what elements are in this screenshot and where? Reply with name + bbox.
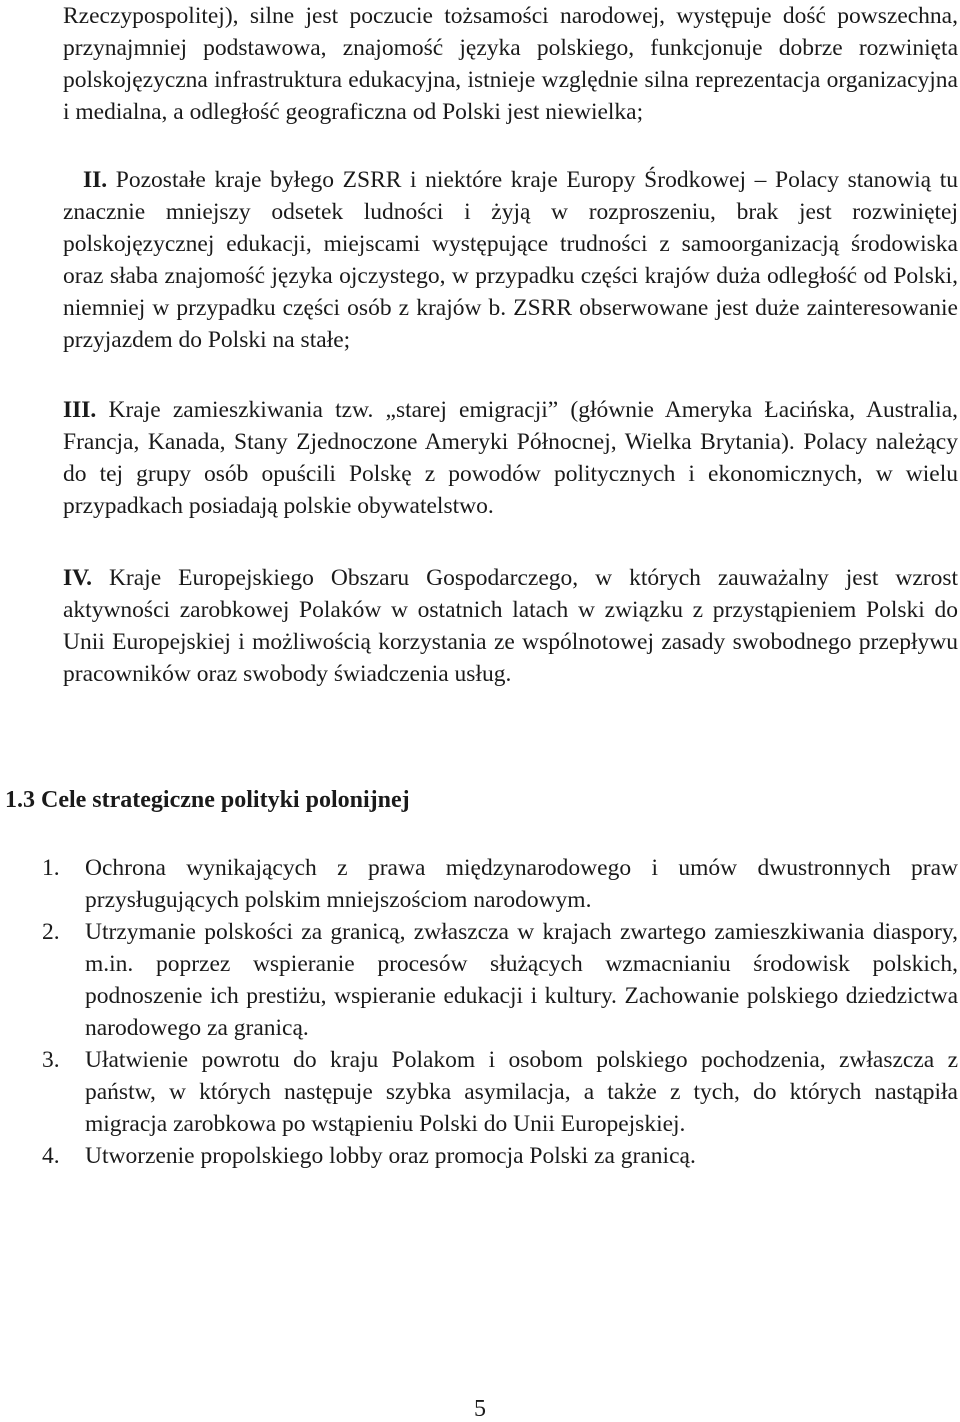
group-iii-paragraph [63, 394, 958, 522]
group-iv-paragraph [63, 562, 958, 690]
list-item [0, 916, 958, 1044]
list-item-text: Ochrona wynikających z prawa międzynarodowego i umów dwustronnych praw przysługujących polskim mniejszościom narodowym. [85, 855, 958, 913]
list-item-text: Utworzenie propolskiego lobby oraz promocja Polski za granicą. [85, 1143, 696, 1169]
group-ii-paragraph [63, 164, 958, 356]
group-iv-text: Kraje Europejskiego Obszaru Gospodarczego, w których zauważalny jest wzrost aktywności zarobkowej Polaków w ostatnich latach w związku z przystąpieniem Polski do Unii Europejskiej i możliwością korzystania ze wspólnotowej zasady swobodnego przepływu pracowników oraz swobody świadczenia usług. [63, 565, 959, 687]
list-item [0, 1044, 958, 1140]
intro-paragraph [63, 0, 958, 128]
section-heading: 1.3 Cele strategiczne polityki polonijnej [5, 787, 410, 813]
group-iv-number: IV. [63, 565, 92, 591]
group-iii-number: III. [63, 397, 97, 423]
list-item-text: Utrzymanie polskości za granicą, zwłaszcza w krajach zwartego zamieszkiwania diaspory, m.in. poprzez wspieranie procesów służących wzmacnianiu środowisk polskich, podnoszenie ich prestiżu, wspieranie edukacji i kultury. Zachowanie polskiego dziedzictwa narodowego za granicą. [85, 919, 958, 1041]
list-item-text: Ułatwienie powrotu do kraju Polakom i osobom polskiego pochodzenia, zwłaszcza z państw, w których następuje szybka asymilacja, a także z tych, do których nastąpiła migracja zarobkowa po wstąpieniu Polski do Unii Europejskiej. [85, 1047, 958, 1137]
group-ii-text: Pozostałe kraje byłego ZSRR i niektóre kraje Europy Środkowej – Polacy stanowią tu znacznie mniejszy odsetek ludności i żyją w rozproszeniu, brak jest rozwiniętej polskojęzycznej edukacji, miejscami występujące trudności z samoorganizacją środowiska oraz słaba znajomość języka ojczystego, w przypadku części krajów duża odległość od Polski, niemniej w przypadku części osób z krajów b. ZSRR obserwowane jest duże zainteresowanie przyjazdem do Polski na stałe; [63, 167, 959, 353]
page-number: 5 [474, 1396, 486, 1422]
list-item-index: 1. [42, 855, 60, 881]
list-item-index: 3. [42, 1047, 60, 1073]
intro-text: Rzeczypospolitej), silne jest poczucie tożsamości narodowej, występuje dość powszechna, przynajmniej podstawowa, znajomość języka polskiego, funkcjonuje dobrze rozwinięta polskojęzyczna infrastruktura edukacyjna, istnieje względnie silna reprezentacja organizacyjna i medialna, a odległość geograficzna od Polski jest niewielka; [63, 3, 958, 125]
list-item-index: 2. [42, 919, 60, 945]
list-item [0, 1140, 958, 1172]
strategic-goals-list [0, 852, 958, 1172]
list-item [0, 852, 958, 916]
group-iii-text: Kraje zamieszkiwania tzw. „starej emigracji” (głównie Ameryka Łacińska, Australia, Francja, Kanada, Stany Zjednoczone Ameryki Północnej, Wielka Brytania). Polacy należący do tej grupy osób opuścili Polskę z powodów politycznych i ekonomicznych, w wielu przypadkach posiadają polskie obywatelstwo. [63, 397, 959, 519]
group-ii-number: II. [83, 167, 108, 193]
list-item-index: 4. [42, 1143, 60, 1169]
